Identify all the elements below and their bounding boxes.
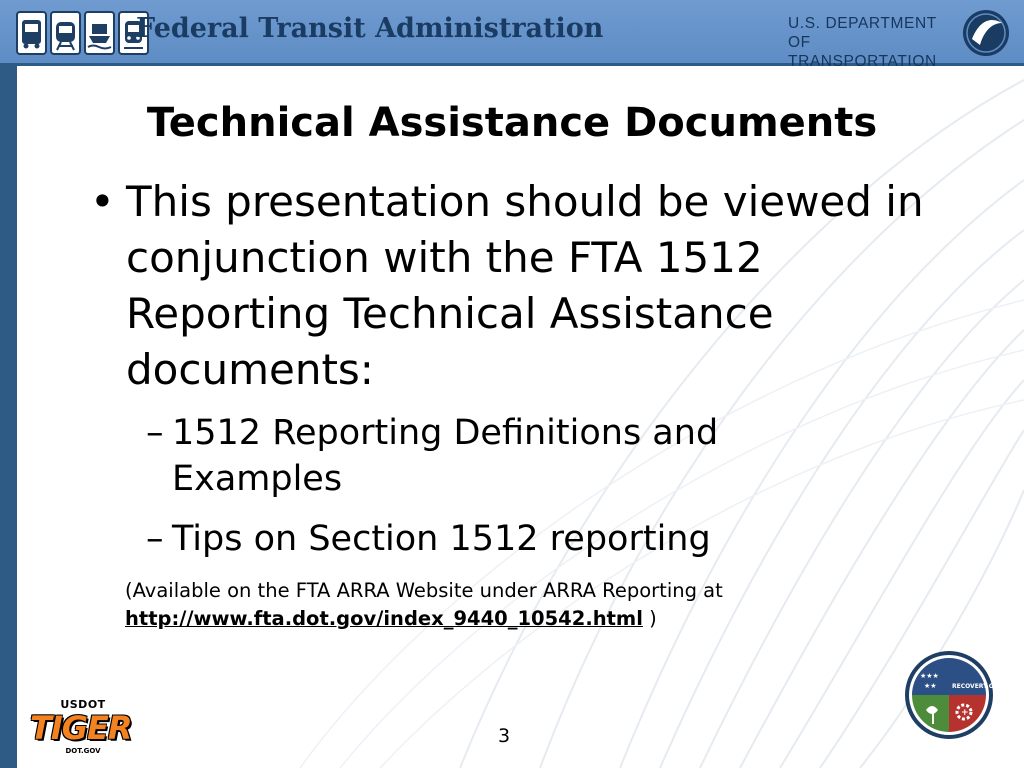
tiger-logo-word: TIGER [30,709,132,747]
note-text: (Available on the FTA ARRA Website under ARRA Reporting at [125,579,723,602]
fta-website-link[interactable]: http://www.fta.dot.gov/index_9440_10542.html [125,607,643,630]
sub-bullet-text: 1512 Reporting Definitions and Examples [172,413,719,499]
dot-seal-icon [962,9,1010,57]
main-bullet [90,174,950,398]
agency-name: Federal Transit Administration [136,13,604,44]
ferry-icon [84,11,115,55]
department-line-1: U.S. DEPARTMENT OF [788,15,937,51]
bus-icon [16,11,47,55]
dash-icon: – [146,519,164,559]
slide-title: Technical Assistance Documents [146,100,878,146]
rail-icon [50,11,81,55]
svg-text:★★★: ★★★ [920,672,939,680]
bullet-dot-icon: • [90,177,115,226]
department-name [788,14,958,71]
left-accent-bar [0,66,17,768]
transit-icons [16,11,149,55]
sub-bullet-text: Tips on Section 1512 reporting [172,519,711,559]
tiger-logo [28,698,138,760]
recovery-label: RECOVERY.GOV [952,683,1004,690]
sub-bullet [146,516,846,562]
tiger-logo-bottom: DOT.GOV [65,747,101,755]
department-line-2: TRANSPORTATION [788,53,937,70]
main-bullet-text: This presentation should be viewed in conjunction with the FTA 1512 Reporting Technical Assistance documents: [126,177,924,394]
dash-icon: – [146,413,164,453]
header-bar [0,0,1024,70]
sub-bullet [146,410,846,502]
recovery-seal-icon [904,650,1004,740]
tiger-logo-top: USDOT [60,698,106,711]
availability-note [125,577,885,633]
svg-text:+: + [961,708,969,718]
note-close: ) [649,607,657,630]
svg-text:★★: ★★ [924,682,937,690]
page-number: 3 [498,725,511,747]
